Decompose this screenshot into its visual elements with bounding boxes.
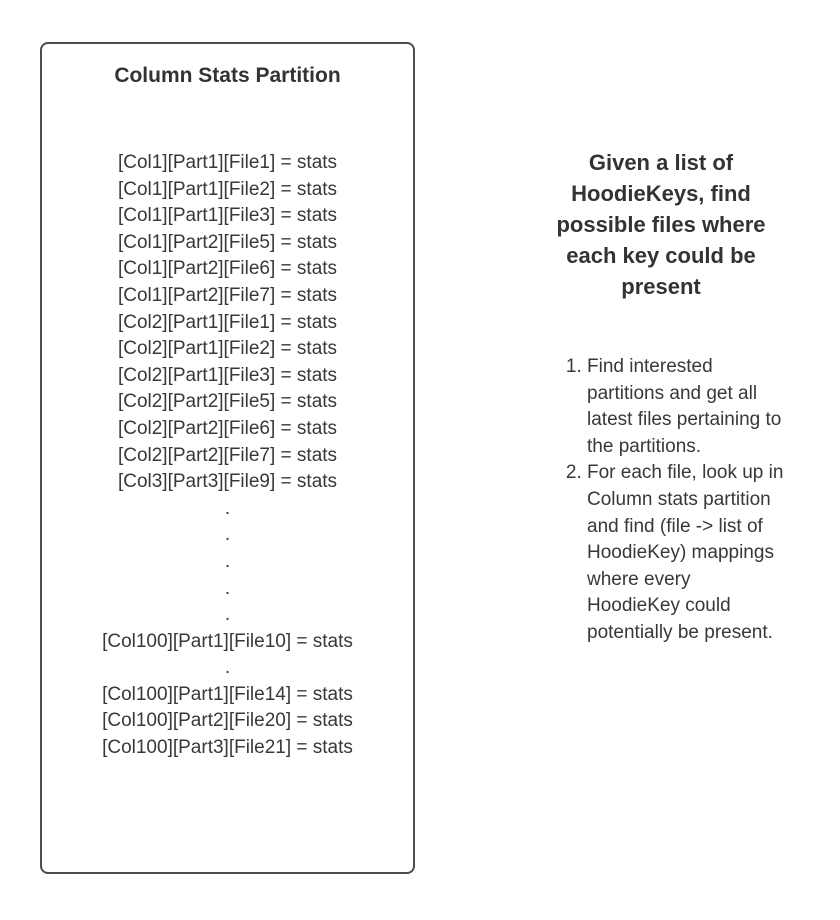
stats-entry: [Col2][Part1][File1] = stats: [117, 311, 338, 333]
stats-entry: [Col2][Part2][File6] = stats: [117, 417, 338, 439]
stats-entry: [Col1][Part1][File3] = stats: [117, 205, 338, 227]
stats-entry: [Col1][Part1][File1] = stats: [117, 152, 338, 173]
stats-entry: [Col2][Part1][File3] = stats: [117, 364, 338, 386]
stats-entry: [Col1][Part2][File6] = stats: [117, 258, 338, 280]
stats-entry: [Col100][Part1][File14] = stats: [102, 683, 353, 705]
stats-entry: [Col100][Part3][File21] = stats: [102, 737, 353, 759]
stats-entry: [Col2][Part1][File2] = stats: [117, 338, 338, 360]
stats-entry: .: [224, 497, 231, 519]
stats-entry: .: [224, 524, 231, 546]
stats-entry: [Col3][Part3][File9] = stats: [117, 471, 338, 493]
stats-entry: .: [224, 657, 231, 679]
stats-entry: .: [224, 604, 231, 626]
stats-entry: .: [224, 550, 231, 572]
stats-entries-list: [42, 150, 413, 762]
stats-entry: [Col2][Part2][File7] = stats: [117, 444, 338, 466]
lookup-step: 2. For each file, look up in Column stats partition and find (file -> list of HoodieKey) mappings where every HoodieKey could potentially be present.: [587, 460, 787, 646]
lookup-steps-list: [535, 354, 787, 647]
box-title: Column Stats Partition: [114, 64, 341, 87]
lookup-description: [535, 147, 787, 647]
stats-entry: [Col1][Part2][File5] = stats: [117, 231, 338, 253]
stats-entry: [Col100][Part1][File10] = stats: [102, 630, 353, 652]
lookup-step: 1. Find interested partitions and get all latest files pertaining to the partitions.: [587, 354, 787, 460]
stats-entry: .: [224, 577, 231, 599]
stats-entry: [Col1][Part2][File7] = stats: [117, 284, 338, 306]
lookup-heading: Given a list of HoodieKeys, find possible files where each key could be present: [556, 150, 766, 299]
stats-entry: [Col2][Part2][File5] = stats: [117, 391, 338, 413]
stats-entry: [Col1][Part1][File2] = stats: [117, 178, 338, 200]
column-stats-partition-box: [40, 42, 415, 874]
stats-entry: [Col100][Part2][File20] = stats: [102, 710, 353, 732]
